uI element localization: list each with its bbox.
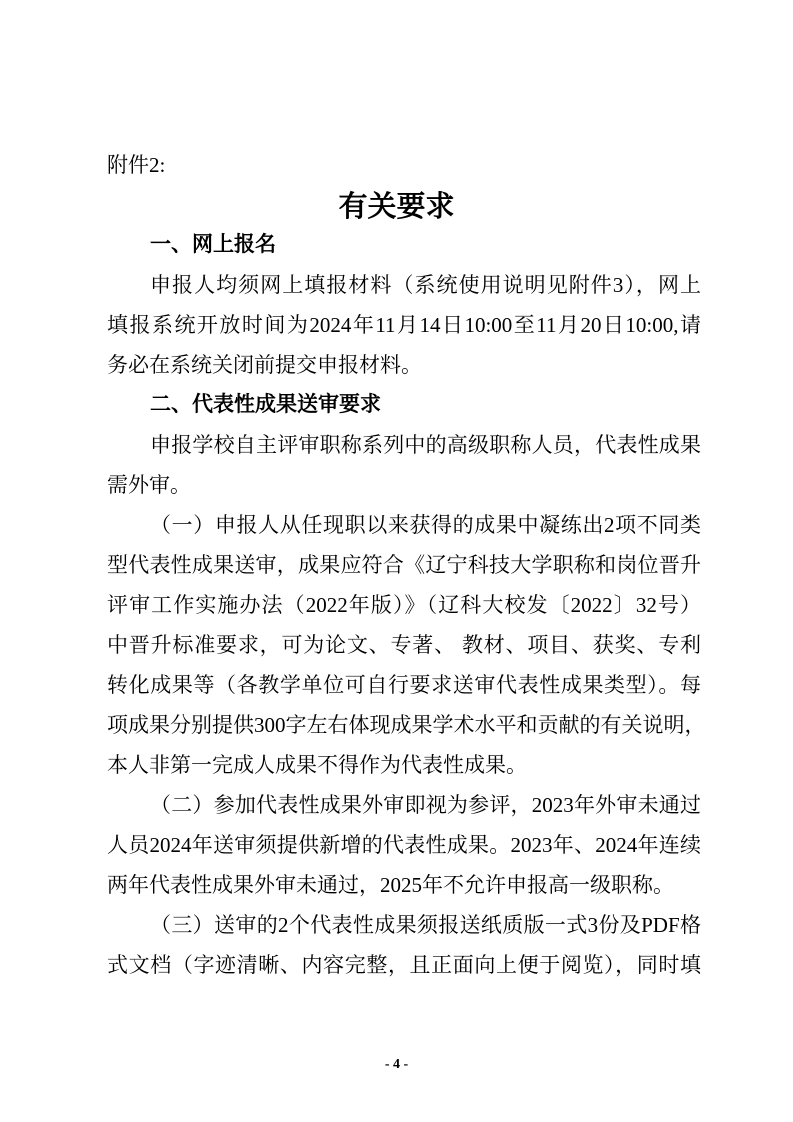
text-line: 式文档（字迹清晰、内容完整，且正面向上便于阅览），同时填 — [107, 953, 701, 977]
text-line: 申报学校自主评审职称系列中的高级职称人员，代表性成果 — [150, 433, 701, 457]
text-line: 人员2024年送审须提供新增的代表性成果。2023年、2024年连续 — [107, 833, 701, 857]
text-line: 转化成果等（各教学单位可自行要求送审代表性成果类型）。每 — [107, 673, 701, 697]
text-line: 申报人均须网上填报材料（系统使用说明见附件3），网上 — [150, 273, 701, 297]
text-line: 本人非第一完成人成果不得作为代表性成果。 — [107, 753, 527, 777]
text-line: 需外审。 — [107, 473, 191, 497]
page-number: - 4 - — [384, 1057, 409, 1072]
text-line: （一）申报人从任现职以来获得的成果中凝练出2项不同类 — [150, 513, 701, 537]
text-line: 填报系统开放时间为2024年11月14日10:00至11月20日10:00,请 — [107, 313, 701, 337]
text-line: 中晋升标准要求，可为论文、专著、 教材、项目、获奖、专利 — [107, 633, 701, 657]
section-heading: 二、代表性成果送审要求 — [150, 393, 381, 416]
section-heading: 一、网上报名 — [150, 233, 276, 256]
text-line: 型代表性成果送审，成果应符合《辽宁科技大学职称和岗位晋升 — [107, 553, 701, 577]
attachment-label: 附件2: — [107, 153, 166, 177]
text-line: 项成果分别提供300字左右体现成果学术水平和贡献的有关说明， — [107, 713, 706, 737]
text-line: （二）参加代表性成果外审即视为参评，2023年外审未通过 — [150, 793, 701, 817]
text-line: 两年代表性成果外审未通过，2025年不允许申报高一级职称。 — [107, 873, 674, 897]
text-line: 务必在系统关闭前提交申报材料。 — [107, 353, 422, 377]
text-line: 评审工作实施办法（2022年版）》（辽科大校发〔2022〕32号） — [107, 593, 701, 617]
page-title: 有关要求 — [338, 191, 455, 223]
text-line: （三）送审的2个代表性成果须报送纸质版一式3份及PDF格 — [150, 913, 701, 937]
